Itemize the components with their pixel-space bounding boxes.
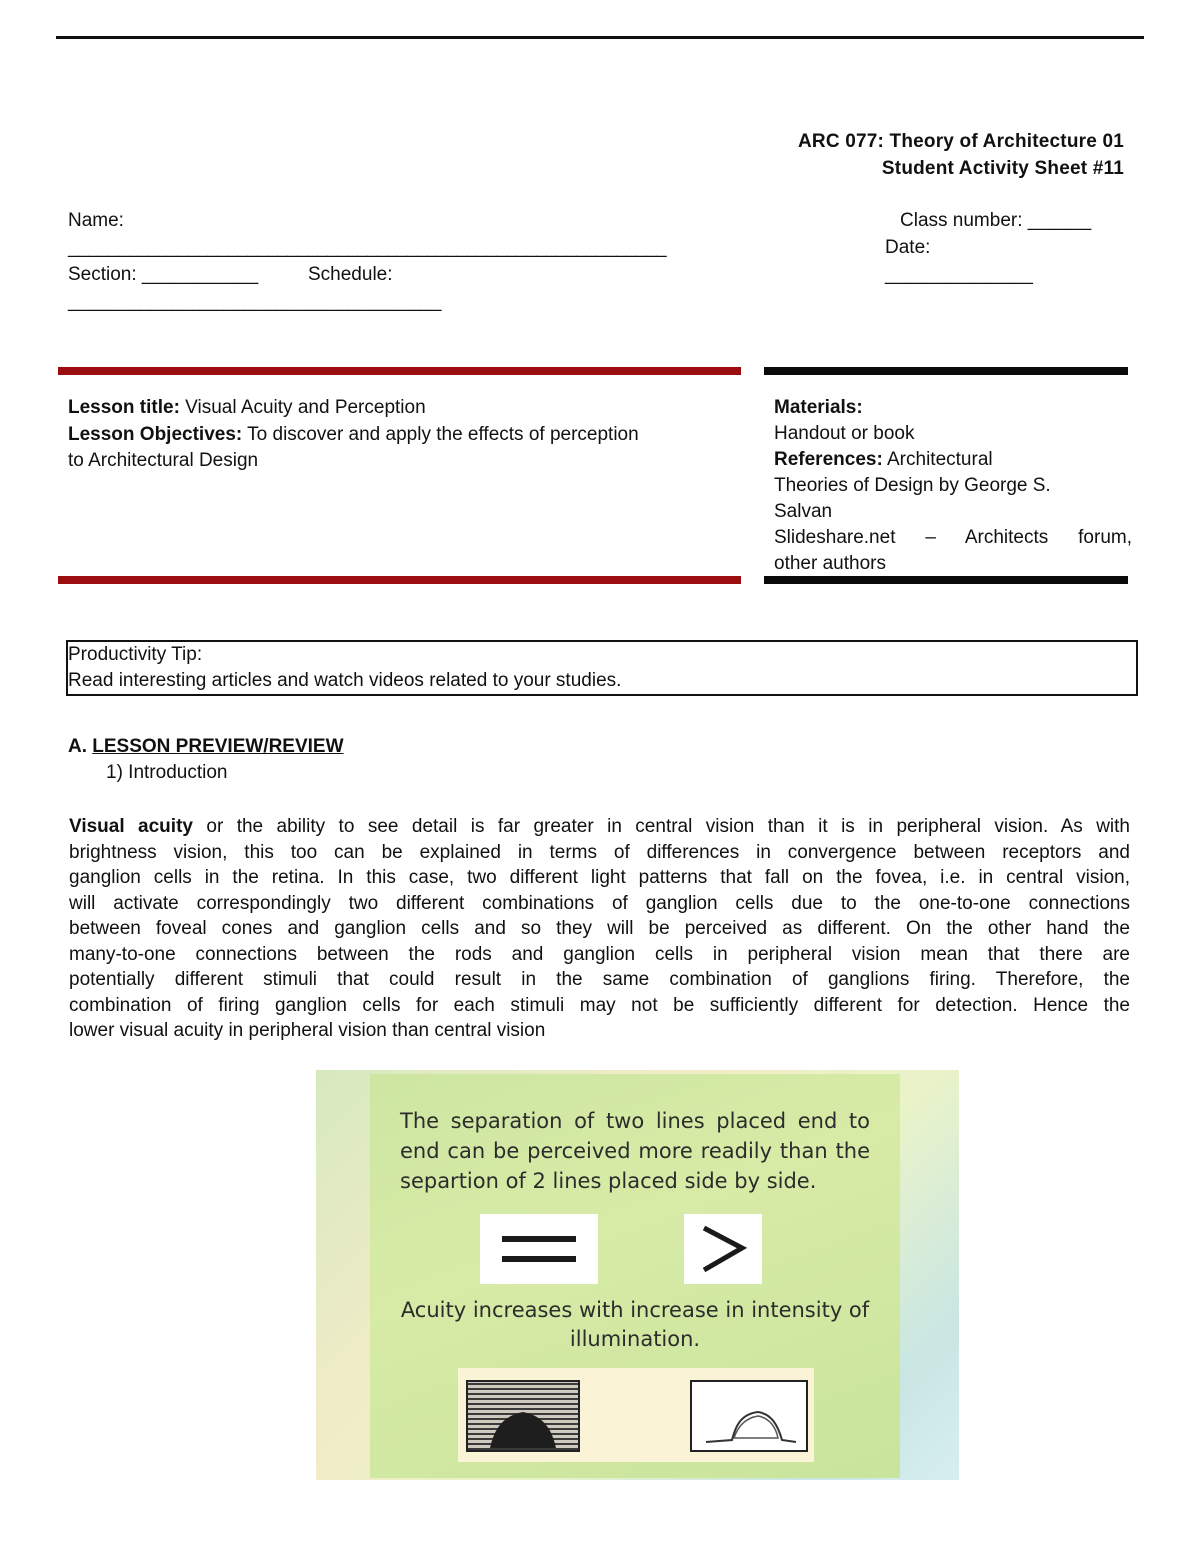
productivity-tip-box [66,640,1138,696]
references-line1: Architectural [882,449,993,470]
sheet-title: Student Activity Sheet #11 [881,158,1124,179]
slide-text-illumination: Acuity increases with increase in intensity of illumination. [400,1298,870,1351]
schedule-line[interactable]: ____________________________________ [68,291,442,312]
lesson-objectives-line2: to Architectural Design [68,450,259,471]
lesson-top-bar [58,367,741,375]
lesson-objectives-line1: To discover and apply the effects of perception [242,423,639,445]
references-line4: Slideshare.net – Architects forum, [774,527,1132,548]
lesson-title-row [68,395,728,422]
course-header [798,128,1124,182]
paragraph-line: between foveal cones and ganglion cells and so they will be perceived as different. On the other hand the [69,918,1130,939]
top-rule [56,36,1144,39]
references-line2: Theories of Design by George S. [774,475,1051,496]
slide-panel [370,1074,900,1478]
paragraph-line: ganglion cells in the retina. In this case, two different light patterns that fall on the fovea, i.e. in central vision, [69,867,1130,888]
parallel-line-top [502,1236,576,1242]
materials-bottom-bar [764,576,1128,584]
references-label: References: [774,449,883,470]
materials-top-bar [764,367,1128,375]
references-line5: other authors [774,553,886,574]
materials-label: Materials: [774,397,863,418]
class-number-label[interactable]: Class number: ______ [900,210,1092,231]
section-label[interactable]: Section: ___________ [68,264,259,285]
references-row [774,447,1132,473]
section-a-title: LESSON PREVIEW/REVIEW [92,736,344,757]
paragraph-line: lower visual acuity in peripheral vision than central vision [69,1020,546,1041]
acuity-slide-image [316,1070,959,1480]
materials-info [774,395,1132,577]
materials-value: Handout or book [774,423,915,444]
lesson-objectives-label: Lesson Objectives: [68,423,243,445]
section-a-heading [68,734,344,760]
date-label: Date: [885,237,931,258]
dark-sketch-box [466,1380,580,1452]
course-title: ARC 077: Theory of Architecture 01 [797,131,1124,152]
visual-acuity-term: Visual acuity [69,816,193,837]
tip-label: Productivity Tip: [68,644,203,665]
slide-text-separation: The separation of two lines placed end to end can be perceived more readily than the separtion of 2 lines placed side by side. [400,1109,870,1193]
lesson-title-label: Lesson title: [68,397,180,418]
light-mound-sketch [692,1382,806,1450]
paragraph-line: will activate correspondingly two different combinations of ganglion cells due to the one-to-one connections [69,892,1130,914]
lesson-objectives-row [68,422,728,449]
references-line3: Salvan [774,501,833,522]
section-a-prefix: A. [68,736,93,757]
visual-acuity-paragraph [69,814,1130,1044]
paragraph-line: combination of firing ganglion cells for each stimuli may not be sufficiently different for detection. Hence the [69,994,1130,1016]
dark-mound-sketch [468,1382,578,1450]
intro-item: 1) Introduction [106,762,228,783]
tip-text: Read interesting articles and watch videos related to your studies. [68,670,622,691]
paragraph-line: Visual acuity or the ability to see detail is far greater in central vision than it is in peripheral vision. As with [69,816,1130,837]
angle-lines-icon [684,1214,762,1284]
parallel-line-bottom [502,1256,576,1262]
schedule-label: Schedule: [308,264,393,285]
lesson-info [68,395,728,475]
lesson-title-value: Visual Acuity and Perception [179,397,426,418]
paragraph-line: potentially different stimuli that could result in the same combination of ganglions firing. Therefore, the [69,969,1130,990]
parallel-lines-card [480,1214,598,1284]
paragraph-line: brightness vision, this too can be explained in terms of differences in convergence between receptors and [69,841,1130,863]
name-label: Name: [68,210,124,231]
name-line[interactable]: ____________________________________________________________ [68,237,667,258]
paragraph-line: many-to-one connections between the rods and ganglion cells in peripheral vision mean that there are [69,943,1130,965]
lesson-bottom-bar [58,576,741,584]
light-sketch-box [690,1380,808,1452]
angle-lines-card [684,1214,762,1284]
date-line[interactable]: ______________ [885,264,1033,285]
